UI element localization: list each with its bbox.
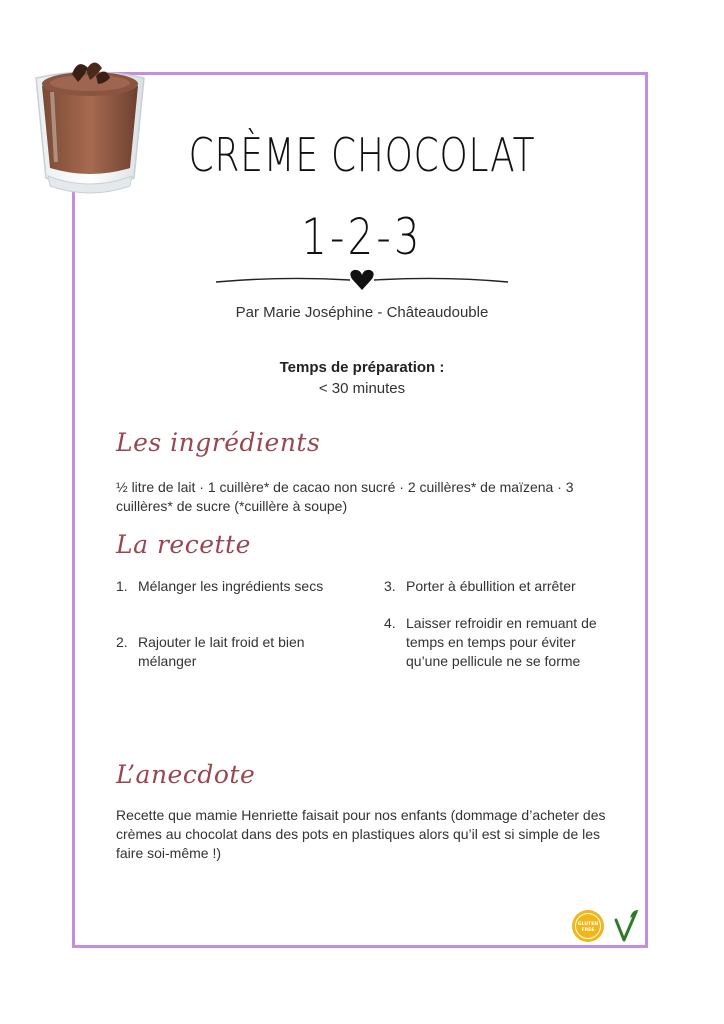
- heart-divider: [214, 266, 510, 292]
- vegetarian-leaf-icon: [616, 910, 638, 940]
- svg-text:GLUTEN: GLUTEN: [577, 922, 599, 927]
- prep-time-value: < 30 minutes: [318, 380, 406, 397]
- step-text: Porter à ébullition et arrêter: [406, 578, 576, 594]
- section-title-anecdote: L’anecdote: [116, 760, 256, 789]
- section-title-ingredients: Les ingrédients: [116, 428, 321, 457]
- step-text: Mélanger les ingrédients secs: [138, 578, 324, 594]
- diet-badges: [570, 908, 640, 944]
- anecdote-text: Recette que mamie Henriette faisait pour nos enfants (dommage d’acheter des crèmes au chocolat dans des pots en plastiques alors qu’il est si simple de les faire soi-même !): [116, 807, 606, 861]
- recipe-step-4: [384, 614, 614, 671]
- svg-text:FREE: FREE: [581, 928, 595, 933]
- recipe-step-1: [116, 577, 336, 596]
- ingredients-text: ½ litre de lait · 1 cuillère* de cacao non sucré · 2 cuillères* de maïzena · 3 cuillères* de sucre (*cuillère à soupe): [116, 479, 574, 514]
- step-number: 1.: [116, 578, 128, 594]
- heart-icon: [350, 270, 373, 290]
- step-number: 3.: [384, 578, 396, 594]
- step-number: 4.: [384, 615, 396, 631]
- step-text: Rajouter le lait froid et bien mélanger: [138, 634, 305, 669]
- step-number: 2.: [116, 634, 128, 650]
- recipe-step-2: [116, 633, 346, 671]
- recipe-step-3: [384, 577, 624, 596]
- recipe-author: Par Marie Joséphine - Châteaudouble: [235, 304, 489, 321]
- prep-time-label: Temps de préparation :: [279, 359, 445, 376]
- gluten-free-badge-icon: [572, 910, 604, 942]
- recipe-title: CRÈME CHOCOLAT: [188, 128, 536, 182]
- step-text: Laisser refroidir en remuant de temps en temps pour éviter qu’une pellicule ne se forme: [406, 615, 597, 669]
- section-title-recipe: La recette: [116, 530, 251, 559]
- recipe-subtitle: 1-2-3: [301, 208, 423, 266]
